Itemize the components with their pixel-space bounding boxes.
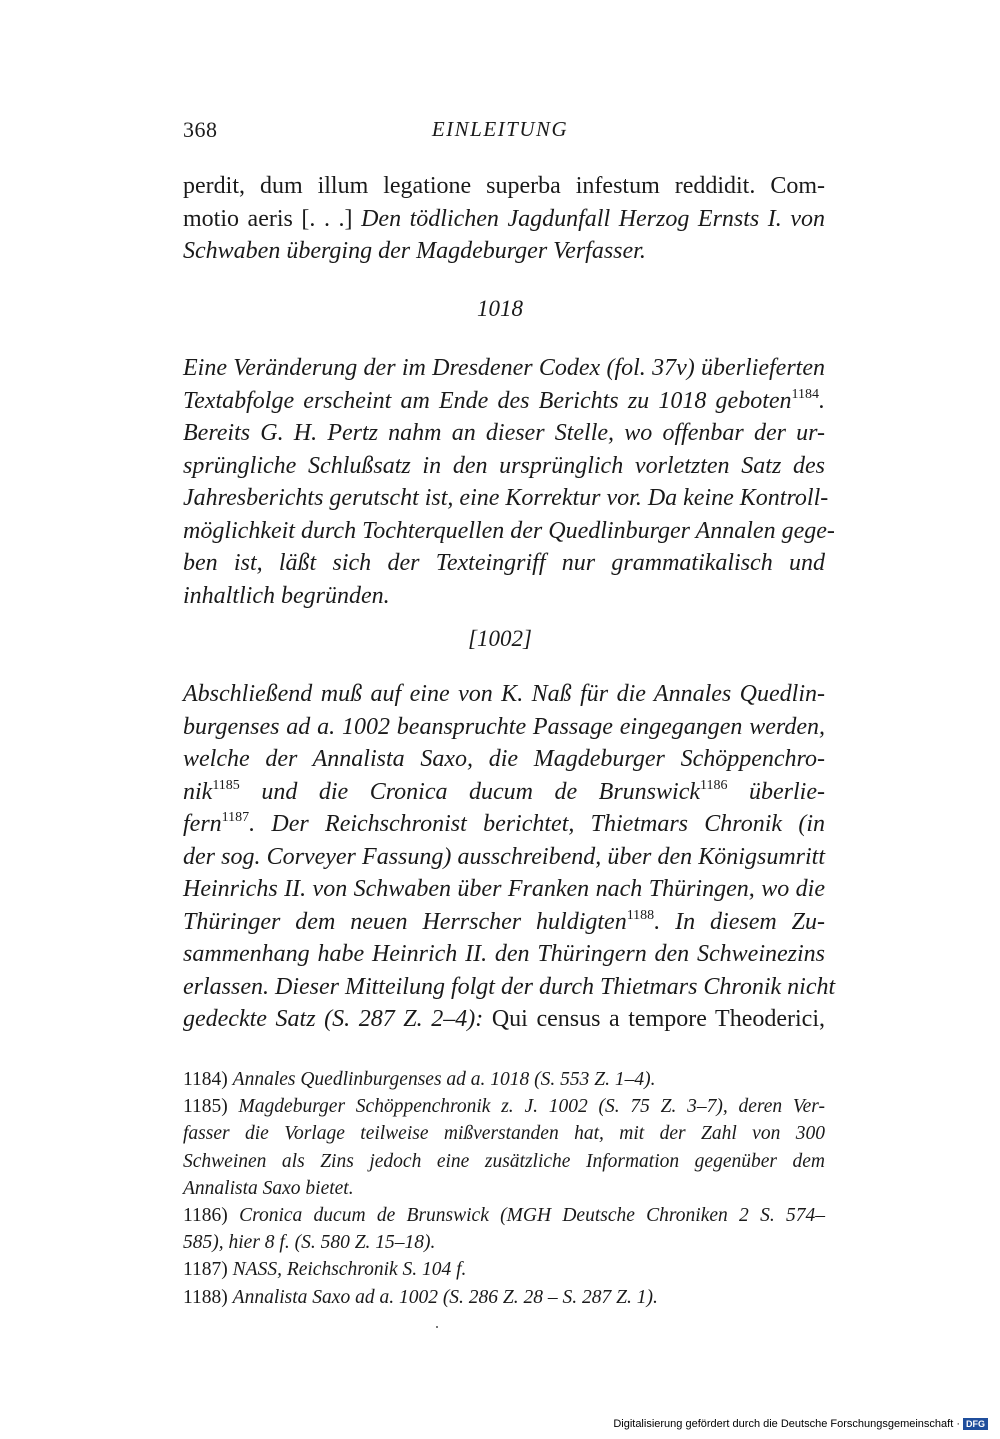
text-line: ben ist, läßt sich der Texteingriff nur grammatikalisch und bbox=[183, 550, 825, 576]
running-head: EINLEITUNG bbox=[431, 117, 569, 141]
text-line: sammenhang habe Heinrich II. den Thüringern den Schweinezins bbox=[183, 941, 825, 967]
text-segment: fern bbox=[183, 811, 222, 837]
text-line: Bereits G. H. Pertz nahm an dieser Stelle, wo offenbar der ur- bbox=[183, 420, 825, 446]
text-line bbox=[183, 385, 825, 418]
section-heading-1018: 1018 bbox=[477, 296, 523, 321]
footnote-text: NASS, Reichschronik S. 104 f. bbox=[232, 1259, 467, 1281]
footnote-ref: 1188 bbox=[626, 907, 655, 923]
text-line bbox=[183, 808, 825, 841]
text-segment: Thüringer dem neuen Herrscher huldigten bbox=[183, 908, 627, 935]
footnote-1184 bbox=[183, 1066, 825, 1093]
footnote-1185 bbox=[183, 1093, 825, 1120]
footnote-1188 bbox=[183, 1284, 825, 1311]
latin-text: Qui census a tempore Theoderici, bbox=[491, 1006, 826, 1032]
paragraph-1018 bbox=[183, 352, 835, 612]
text-line: inhaltlich begründen. bbox=[183, 582, 390, 609]
footnote-line: fasser die Vorlage teilweise mißverstanden hat, mit der Zahl von 300 bbox=[183, 1123, 825, 1145]
footnote-text: Cronica ducum de Brunswick (MGH Deutsche Chroniken 2 S. 574– bbox=[239, 1204, 826, 1226]
footnote-ref: 1186 bbox=[700, 777, 728, 793]
italic-text: Den tödlichen Jagdunfall Herzog Ernsts I. von bbox=[361, 205, 826, 232]
footnote-number: 1185) bbox=[183, 1096, 228, 1118]
text-segment: . bbox=[819, 387, 825, 414]
footnote-number: 1188) bbox=[183, 1286, 228, 1308]
page-number: 368 bbox=[183, 117, 218, 142]
text-line bbox=[183, 776, 825, 809]
text-line: burgenses ad a. 1002 beanspruchte Passage eingegangen werden, bbox=[183, 713, 825, 740]
paragraph-1002 bbox=[183, 678, 836, 1036]
footnote-ref: 1185 bbox=[212, 777, 240, 793]
section-heading-1002: [1002] bbox=[468, 626, 532, 651]
footnote-text: Annales Quedlinburgenses ad a. 1018 (S. 553 Z. 1–4). bbox=[232, 1069, 656, 1090]
text-segment: überlie- bbox=[727, 778, 825, 805]
text-line: der sog. Corveyer Fassung) ausschreibend, über den Königsumritt bbox=[183, 843, 825, 870]
footnote-number: 1187) bbox=[183, 1259, 228, 1281]
text-segment: . Der Reichschronist berichtet, Thietmars Chronik (in bbox=[249, 811, 825, 837]
text-segment: Textabfolge erscheint am Ende des Berichts zu 1018 geboten bbox=[183, 387, 792, 414]
footnote-line: 585), hier 8 f. (S. 580 Z. 15–18). bbox=[183, 1232, 436, 1254]
paragraph-top bbox=[183, 170, 825, 268]
text-line: Heinrichs II. von Schwaben über Franken nach Thüringen, wo die bbox=[183, 876, 825, 902]
text-line: sprüngliche Schlußsatz in den ursprünglich vorletzten Satz des bbox=[183, 452, 825, 479]
text-segment: und die Cronica ducum de Brunswick bbox=[239, 778, 701, 805]
text-line: Abschließend muß auf eine von K. Naß für die Annales Quedlin- bbox=[183, 681, 825, 707]
funding-note bbox=[613, 1418, 988, 1430]
footnote-line: Annalista Saxo bietet. bbox=[183, 1177, 354, 1199]
footnotes bbox=[183, 1066, 825, 1311]
footnote-ref: 1187 bbox=[221, 810, 250, 825]
footnote-1187 bbox=[183, 1256, 825, 1283]
text-line bbox=[183, 203, 825, 236]
text-segment: . In diesem Zu- bbox=[654, 908, 825, 935]
text-line: möglichkeit durch Tochterquellen der Quedlinburger Annalen gege- bbox=[183, 517, 835, 544]
text-line: Eine Veränderung der im Dresdener Codex (fol. 37v) überlieferten bbox=[183, 355, 825, 381]
text-segment: gedeckte Satz (S. 287 Z. 2–4): bbox=[183, 1006, 492, 1032]
text-line: perdit, dum illum legatione superba infestum reddidit. Com- bbox=[183, 173, 825, 199]
latin-text: motio aeris [. . .] bbox=[183, 205, 362, 232]
footnote-number: 1186) bbox=[183, 1204, 228, 1226]
footnote-number: 1184) bbox=[183, 1069, 228, 1090]
footnote-line: Schweinen als Zins jedoch eine zusätzliche Information gegenüber dem bbox=[183, 1150, 825, 1172]
text-line bbox=[183, 906, 825, 939]
text-line bbox=[183, 1003, 825, 1036]
footnote-1186 bbox=[183, 1202, 825, 1229]
text-line: welche der Annalista Saxo, die Magdeburger Schöppenchro- bbox=[183, 746, 825, 772]
footnote-ref: 1184 bbox=[791, 386, 819, 402]
footnote-text: Magdeburger Schöppenchronik z. J. 1002 (S. 75 Z. 3–7), deren Ver- bbox=[238, 1096, 826, 1118]
dfg-logo-icon: DFG bbox=[963, 1418, 988, 1430]
funding-text: Digitalisierung gefördert durch die Deutsche Forschungsgemeinschaft · bbox=[613, 1417, 960, 1430]
text-segment: nik bbox=[183, 778, 213, 805]
text-line: Jahresberichts gerutscht ist, eine Korrektur vor. Da keine Kontroll- bbox=[183, 485, 829, 511]
text-line: Schwaben überging der Magdeburger Verfasser. bbox=[183, 238, 646, 264]
footnote-text: Annalista Saxo ad a. 1002 (S. 286 Z. 28 – S. 287 Z. 1). bbox=[232, 1286, 658, 1308]
text-line: erlassen. Dieser Mitteilung folgt der durch Thietmars Chronik nicht bbox=[183, 973, 836, 1000]
print-speck bbox=[436, 1326, 438, 1328]
